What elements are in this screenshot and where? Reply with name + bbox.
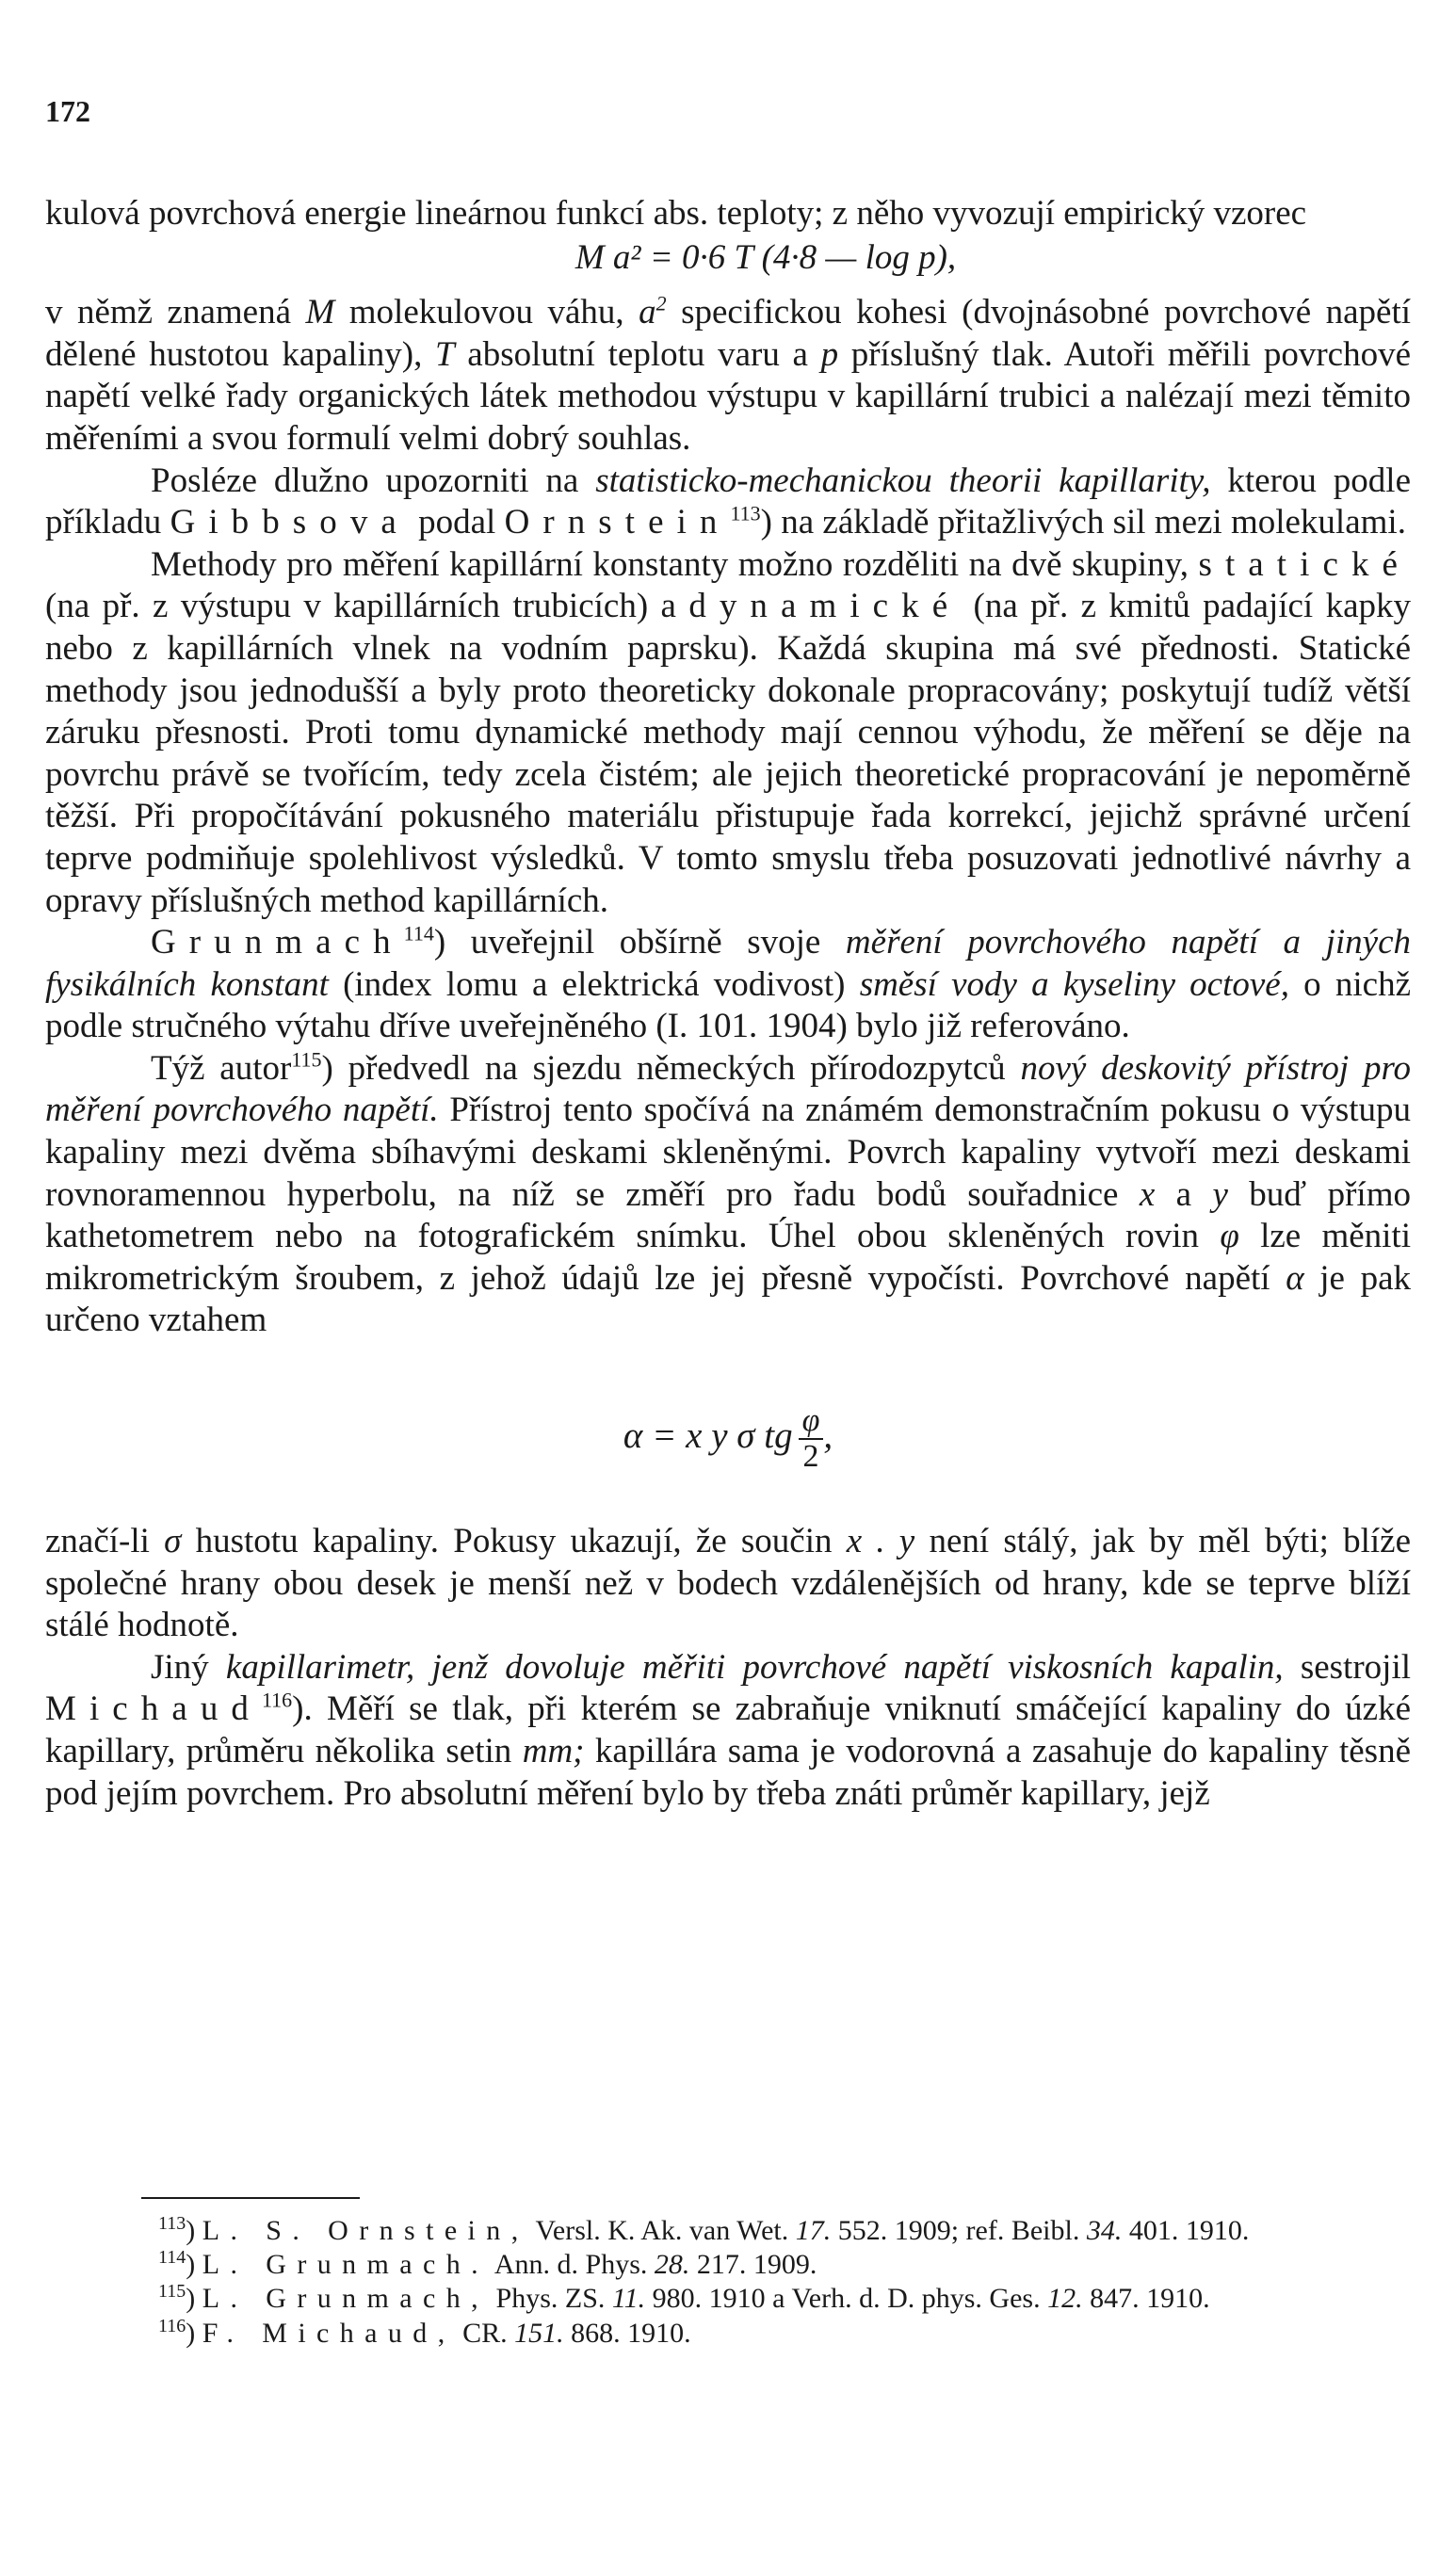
paragraph-4 xyxy=(45,544,1411,922)
emphasis-text: měření povrchového napětí a jiných fysikálních konstant xyxy=(45,923,1411,1004)
footnote-text: 847. 1910. xyxy=(1082,2283,1210,2315)
spaced-term: dynamické xyxy=(688,587,962,626)
footnote-text: 868. 1910. xyxy=(563,2317,691,2349)
text-span: kapillára sama je vodorovná a zasahuje do kapaliny těsně pod jejím povrchem. Pro absolutní měření bylo by třeba znáti průměr kapillary, jejž xyxy=(45,1732,1411,1813)
text-span: specifickou kohesi (dvojnásobné povrchové napětí dělené hustotou kapaliny), xyxy=(45,293,1412,374)
text-span: Přístroj tento spočívá na známém demonstračním pokusu o výstupu kapaliny mezi dvěma sbíhavými deskami skleněnými. Povrch kapaliny vytvoří mezi deskami rovnoramennou hyperbolu, na níž se změří pro řadu bodů souřadnice xyxy=(45,1091,1411,1214)
footnote-number: 114 xyxy=(158,2247,186,2269)
footnote-text: 980. 1910 a Verh. d. D. phys. Ges. xyxy=(645,2283,1048,2315)
text-span: kulová povrchová energie lineárnou funkcí abs. teploty; z něho vyvozují empirický vzorec xyxy=(45,194,1307,233)
text-span: (na př. z kmitů padající kapky nebo z kapillárních vlnek na vodním paprsku). Každá skupina má své přednosti. Statické methody jsou jednodušší a byly proto theoreticky dokonale propracovány; poskytují tudíž větší záruku přesnosti. Proti tomu dynamické methody mají cennou výhodu, že měření se děje na povrchu právě se tvořícím, tedy zcela čistém; ale jejich theoretické propracování je nepoměrně těžší. Při propočítávání pokusného materiálu přistupuje řada korrekcí, jejichž správné určení teprve podmiňuje spolehlivost výsledků. V tomto smyslu třeba posuzovati jednotlivé návrhy a opravy příslušných method kapillárních. xyxy=(45,587,1411,920)
footnote-author: L. S. Ornstein, xyxy=(202,2215,529,2246)
text-span: není stálý, jak by měl býti; blíže společné hrany obou desek je menší než v bodech vzdálenějších od hrany, kde se teprve blíží stálé hodnotě. xyxy=(45,1522,1411,1645)
text-span: ) na základě přitažlivých sil mezi molekulami. xyxy=(760,503,1406,542)
footnote-volume: 28. xyxy=(654,2249,690,2281)
text-span: Jiný xyxy=(151,1647,226,1687)
emphasis-text: směsí vody a kyseliny octové, xyxy=(859,964,1289,1004)
symbol-a-squared: $a^2$ xyxy=(639,291,667,332)
text-span: v němž znamená xyxy=(45,293,306,332)
paragraph-8 xyxy=(45,1647,1411,1815)
text-span: je pak určeno vztahem xyxy=(45,1258,1411,1340)
text-span: lze měniti mikrometrickým šroubem, z jehož údajů lze jej přesně vypočísti. Povrchové napětí xyxy=(45,1217,1411,1298)
footnotes xyxy=(45,2214,1411,2351)
author-name: Grunmach xyxy=(151,923,404,962)
emphasis-text: statisticko-mechanickou theorii kapillarity, xyxy=(595,461,1211,500)
text-span: (index lomu a elektrická vodivost) xyxy=(328,964,860,1004)
spaced-term: statické xyxy=(1198,544,1411,584)
paragraph-5 xyxy=(45,922,1411,1048)
footnote-number: 113 xyxy=(158,2213,186,2234)
symbol-xy: x . y xyxy=(846,1522,915,1561)
footnote-ref: 115 xyxy=(291,1047,322,1072)
paragraph-2 xyxy=(45,292,1411,460)
text-span: sestrojil xyxy=(1283,1647,1411,1687)
footnote-114: $^{114}$) L. Grunmach. Ann. d. Phys. 28. 217. 1909. xyxy=(158,2247,817,2281)
formula-surface-energy: M a² = 0·6 T (4·8 — log p), xyxy=(574,237,957,277)
footnote-text: 401. 1910. xyxy=(1122,2215,1250,2246)
symbol-m: M xyxy=(305,293,335,332)
footnote-author: F. Michaud, xyxy=(202,2317,456,2349)
footnote-volume: 17. xyxy=(795,2215,832,2246)
symbol-p: p xyxy=(820,334,839,374)
footnote-text: 552. 1909; ref. Beibl. xyxy=(831,2215,1087,2246)
text-span: ) předvedl na sjezdu německých přírodozpytců xyxy=(321,1048,1021,1088)
footnote-ref: 116 xyxy=(261,1689,293,1713)
text-span: molekulovou váhu, xyxy=(334,293,639,332)
formula-lhs: α = x y σ tg xyxy=(623,1414,793,1456)
footnote-author: L. Grunmach, xyxy=(202,2283,490,2315)
symbol-t: T xyxy=(435,334,455,374)
footnote-115: $^{115}$) L. Grunmach, Phys. ZS. 11. 980. 1910 a Verh. d. D. phys. Ges. 12. 847. 1910. xyxy=(158,2281,1210,2315)
footnote-author: L. Grunmach. xyxy=(202,2249,490,2281)
unit-mm: mm; xyxy=(522,1732,585,1770)
body-text xyxy=(45,193,1411,1815)
symbol-sigma: σ xyxy=(164,1522,182,1561)
footnote-text: CR. xyxy=(455,2317,515,2349)
formula-surface-tension xyxy=(45,1404,1411,1474)
text-span: podal xyxy=(409,503,505,542)
footnote-116: $^{116}$) F. Michaud, CR. 151. 868. 1910. xyxy=(158,2315,691,2349)
text-span: Posléze dlužno upozorniti na xyxy=(151,461,596,500)
text-span: buď přímo kathetometrem nebo na fotografickém snímku. Úhel obou skleněných rovin xyxy=(45,1174,1411,1256)
author-name: Gibbsova xyxy=(170,503,410,542)
paragraph-7 xyxy=(45,1521,1411,1647)
footnote-volume: 151. xyxy=(514,2317,564,2349)
page-number: 172 xyxy=(45,94,90,128)
footnote-volume: 12. xyxy=(1047,2283,1083,2315)
emphasis-text: nový deskovitý přístroj pro měření povrchového napětí. xyxy=(45,1048,1412,1130)
text-span: příslušný tlak. Autoři měřili povrchové napětí velké řady organických látek methodou výstupu v kapillární trubici a nalézají mezi těmito měřeními a svou formulí velmi dobrý souhlas. xyxy=(45,334,1412,458)
symbol-y: y xyxy=(1212,1174,1228,1214)
fraction-numerator: φ xyxy=(799,1404,824,1440)
text-span: (na př. z výstupu v kapillárních trubicích) a xyxy=(45,587,689,626)
symbol-x: x xyxy=(1139,1174,1156,1214)
text-span: hustotu kapaliny. Pokusy ukazují, že součin xyxy=(181,1522,847,1561)
paragraph-3 xyxy=(45,461,1411,544)
text-span: Týž autor xyxy=(151,1048,292,1088)
footnote-number: 116 xyxy=(158,2315,186,2336)
emphasis-text: kapillarimetr, jenž dovoluje měřiti povrchové napětí viskosních kapalin, xyxy=(225,1647,1284,1687)
symbol-phi: φ xyxy=(1220,1217,1239,1256)
footnote-number: 115 xyxy=(158,2281,186,2303)
author-name: Ornstein xyxy=(504,503,731,542)
footnote-volume: 11. xyxy=(611,2283,646,2315)
footnote-text: Ann. d. Phys. xyxy=(489,2249,655,2281)
author-name: Michaud xyxy=(45,1689,262,1729)
text-span: Methody pro měření kapillární konstanty možno rozděliti na dvě skupiny, xyxy=(151,544,1199,584)
text-span: o nichž podle stručného výtahu dříve uveřejněného (I. 101. 1904) bylo již referováno. xyxy=(45,964,1412,1046)
formula-trail: , xyxy=(823,1414,833,1456)
symbol-alpha: α xyxy=(1286,1258,1304,1298)
text-span: značí-li xyxy=(45,1522,165,1561)
text-span: kterou podle příkladu xyxy=(45,461,1411,542)
fraction-denominator: 2 xyxy=(802,1439,819,1475)
footnote-volume: 34. xyxy=(1086,2215,1123,2246)
fraction xyxy=(799,1404,824,1474)
footnote-ref: 113 xyxy=(730,501,761,525)
footnote-text: 217. 1909. xyxy=(689,2249,817,2281)
text-span: ) uveřejnil obšírně svoje xyxy=(433,923,846,962)
footnote-text: Versl. K. Ak. van Wet. xyxy=(528,2215,796,2246)
text-span: ). Měří se tlak, při kterém se zabraňuje vniknutí smáčející kapaliny do úzké kapillary, průměru několika setin xyxy=(45,1689,1411,1770)
paragraph-6 xyxy=(45,1048,1411,1342)
paragraph-1 xyxy=(45,193,1411,235)
footnote-divider xyxy=(141,2197,360,2199)
text-span: absolutní teplotu varu a xyxy=(454,334,821,374)
footnote-113: $^{113}$) L. S. Ornstein, Versl. K. Ak. van Wet. 17. 552. 1909; ref. Beibl. 34. 401. 1910. xyxy=(158,2213,1250,2246)
footnote-text: Phys. ZS. xyxy=(489,2283,612,2315)
footnote-ref: 114 xyxy=(403,921,434,946)
text-span: a xyxy=(1155,1174,1213,1214)
